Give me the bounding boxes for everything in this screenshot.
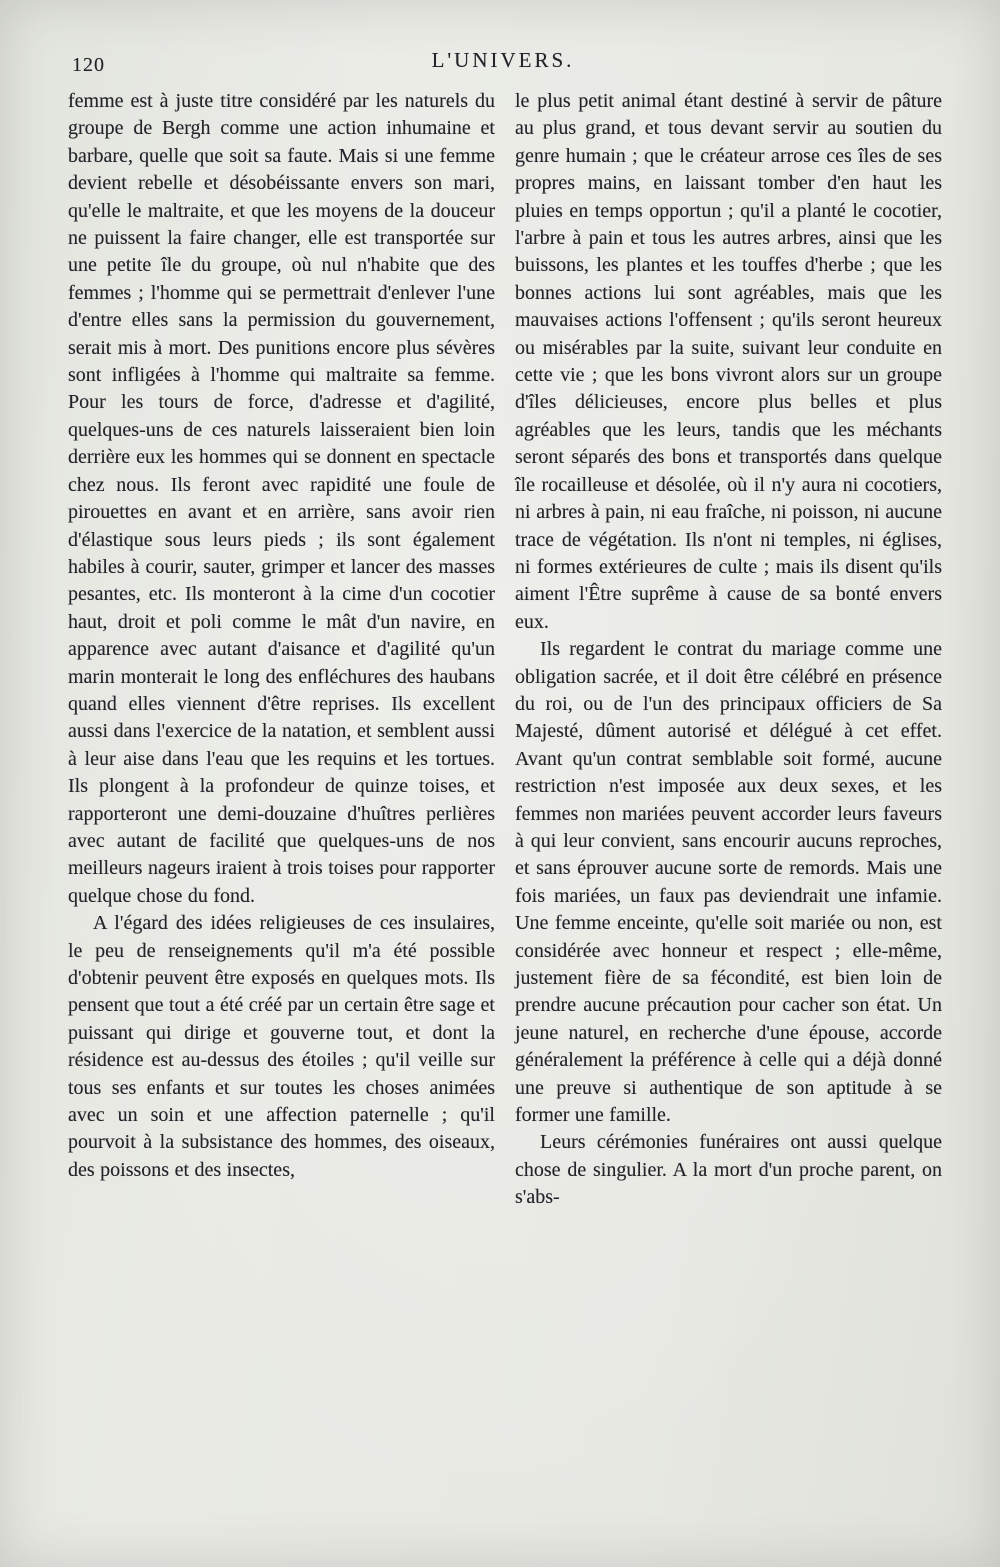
paragraph-continuation: le plus petit animal étant destiné à servir de pâture au plus grand, et tous devant servir au soutien du genre humain ; que le créateur arrose ces îles de ses propres mains, en laissant tomber d'en haut les pluies en temps opportun ; qu'il a planté le cocotier, l'arbre à pain et tous les autres arbres, ainsi que les buissons, les plantes et les touffes d'herbe ; que les bonnes actions lui sont agréables, mais que les mauvaises actions l'offensent ; qu'ils seront heureux ou misérables par la suite, suivant leur conduite en cette vie ; que les bons vivront alors sur un groupe d'îles délicieuses, encore plus belles et plus agréables que les leurs, tandis que les méchants seront séparés des bons et transportés dans quelque île rocailleuse et désolée, où il n'y aura ni cocotiers, ni arbres à pain, ni eau fraîche, ni poisson, ni aucune trace de végétation. Ils n'ont ni temples, ni églises, ni formes extérieures de culte ; mais ils disent qu'ils aiment l'Être suprême à cause de sa bonté envers eux.	[515, 90, 942, 633]
right-column	[515, 88, 942, 1527]
page-number: 120	[72, 54, 105, 76]
text-columns	[68, 88, 942, 1527]
paragraph: Ils regardent le contrat du mariage comme une obligation sacrée, et il doit être célébré en présence du roi, ou de l'un des principaux officiers de Sa Majesté, dûment autorisé et délégué à cet effet. Avant qu'un contrat semblable soit formé, aucune restriction n'est imposée aux deux sexes, et les femmes non mariées peuvent accorder leurs faveurs à qui leur convient, sans encourir aucuns reproches, et sans éprouver aucune sorte de remords. Mais une fois mariées, un faux pas deviendrait une infamie. Une femme enceinte, qu'elle soit mariée ou non, est considérée avec honneur et respect ; elle-même, justement fière de sa fécondité, est bien loin de prendre aucune précaution pour cacher son état. Un jeune naturel, en recherche d'une épouse, accorde généralement la préférence à celle qui a déjà donné une preuve si authentique de son aptitude à se former une famille.	[515, 638, 942, 1127]
running-title: L'UNIVERS.	[431, 48, 575, 72]
paragraph: Leurs cérémonies funéraires ont aussi quelque chose de singulier. A la mort d'un proche parent, on s'abs-	[515, 1131, 942, 1209]
page-header	[68, 46, 938, 76]
paragraph: A l'égard des idées religieuses de ces insulaires, le peu de renseignements qu'il m'a été possible d'obtenir peuvent être exposés en quelques mots. Ils pensent que tout a été créé par un certain être sage et puissant qui dirige et gouverne tout, et dont la résidence est au-dessus des étoiles ; qu'il veille sur tous ses enfants et sur toutes les choses animées avec un soin et une affection paternelle ; qu'il pourvoit à la subsistance des hommes, des oiseaux, des poissons et des insectes,	[68, 912, 495, 1181]
paragraph-continuation: femme est à juste titre considéré par les naturels du groupe de Bergh comme une action inhumaine et barbare, quelle que soit sa faute. Mais si une femme devient rebelle et désobéissante envers son mari, qu'elle le maltraite, et que les moyens de la douceur ne puissent la faire changer, elle est transportée sur une petite île du groupe, où nul n'habite que des femmes ; l'homme qui se permettrait d'enlever l'une d'entre elles sans la permission du gouvernement, serait mis à mort. Des punitions encore plus sévères sont infligées à l'homme qui maltraite sa femme. Pour les tours de force, d'adresse et d'agilité, quelques-uns de ces naturels laisseraient bien loin derrière eux les hommes qui se donnent en spectacle chez nous. Ils feront avec rapidité une foule de pirouettes en avant et en arrière, sans avoir rien d'élastique sous leurs pieds ; ils sont également habiles à courir, sauter, grimper et lancer des masses pesantes, etc. Ils monteront à la cime d'un cocotier haut, droit et poli comme le mât d'un navire, en apparence avec autant d'aisance et d'agilité qu'un marin monterait le long des enfléchures des haubans quand elles viennent d'être reprises. Ils excellent aussi dans l'exercice de la natation, et semblent aussi à leur aise dans l'eau que les requins et les tortues. Ils plongent à la profondeur de quinze toises, et rapporteront une demi-douzaine d'huîtres perlières avec autant de facilité que quelques-uns de nos meilleurs nageurs iraient à trois toises pour rapporter quelque chose du fond.	[68, 90, 495, 907]
left-column	[68, 88, 495, 1527]
